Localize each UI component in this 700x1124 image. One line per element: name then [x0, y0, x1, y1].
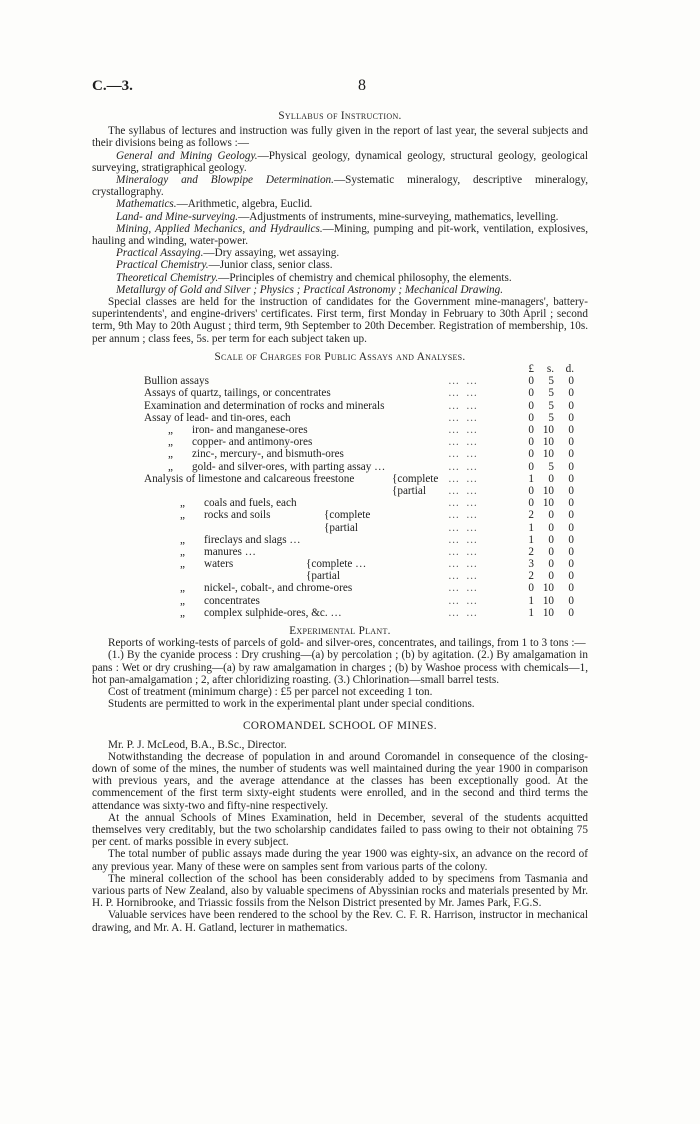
charge-amount: 5	[548, 387, 554, 400]
syllabus-item-name: Mineralogy and Blowpipe Determination.	[116, 174, 334, 187]
charge-amount: 0	[528, 387, 534, 400]
syllabus-item-name: General and Mining Geology.	[116, 149, 258, 162]
coromandel-title: COROMANDEL SCHOOL OF MINES.	[243, 720, 437, 733]
charge-amount: 0	[568, 570, 574, 583]
charge-row	[92, 509, 588, 521]
charge-amount: 0	[568, 411, 574, 424]
charge-row	[92, 375, 588, 387]
charge-label: Assays of quartz, tailings, or concentrates	[144, 387, 331, 400]
syllabus-item	[92, 150, 588, 174]
charge-row	[92, 485, 588, 497]
syllabus-item-text: —Mining, pumping and pit-work, ventilation, explosives, hauling and winding, water-power.	[92, 222, 589, 248]
charge-amount: 0	[548, 521, 554, 534]
charge-amount: 5	[548, 411, 554, 424]
ditto-mark: „	[180, 497, 185, 510]
charge-label: iron- and manganese-ores	[192, 424, 308, 436]
charge-amount: 10	[542, 484, 554, 497]
charge-row	[92, 400, 588, 412]
charge-label: Analysis of limestone and calcareous freestone	[144, 472, 355, 485]
charge-amount: 0	[568, 606, 574, 619]
charge-label: nickel-, cobalt-, and chrome-ores	[204, 582, 353, 595]
leader-dots: … …	[448, 399, 480, 412]
charge-label: coals and fuels, each	[204, 497, 297, 510]
syllabus-title: Syllabus of Instruction.	[278, 110, 402, 122]
ditto-mark: „	[168, 460, 173, 473]
syllabus-item-name: Theoretical Chemistry.	[116, 271, 219, 284]
charge-amount: 10	[542, 436, 554, 449]
charge-amount: 1	[528, 594, 534, 607]
plant-processes: (1.) By the cyanide process : Dry crushing—(a) by percolation ; (b) by agitation. (2.) By amalgamation in pans : Wet or dry crushing—(a) by raw amalgamation in charges ; (b) by Washoe process with chemicals—1, hot pan-amalgamation ; 2, after chloridizing roasting. (3.) Chlorination—small barrel tests.	[92, 649, 588, 686]
syllabus-intro: The syllabus of lectures and instruction was fully given in the report of last year, the several subjects and their divisions being as follows :—	[92, 125, 588, 150]
charge-label: gold- and silver-ores, with parting assay …	[192, 460, 386, 473]
leader-dots: … …	[448, 497, 480, 510]
plant-title: Experimental Plant.	[289, 625, 391, 637]
charge-amount: 10	[542, 448, 554, 461]
leader-dots: … …	[448, 570, 480, 583]
syllabus-item	[92, 259, 588, 271]
charge-amount: 0	[548, 570, 554, 583]
coromandel-paragraph: Valuable services have been rendered to the school by the Rev. C. F. R. Harrison, instructor in mechanical drawing, and Mr. A. H. Gatland, lecturer in mathematics.	[92, 909, 588, 934]
charge-row	[92, 595, 588, 607]
charge-amount: 0	[568, 484, 574, 497]
syllabus-item-text: —Adjustments of instruments, mine-surveying, mathematics, levelling.	[238, 210, 559, 223]
charge-row	[92, 448, 588, 460]
charge-row	[92, 436, 588, 448]
charge-amount: 3	[528, 558, 534, 571]
charge-amount: 0	[568, 594, 574, 607]
coromandel-paragraph: Notwithstanding the decrease of population in and around Coromandel in consequence of the closing-down of some of the mines, the number of students was well maintained during the year 1900 in comparison with previous years, and the average attendance at the classes has been exceptionally good. At the commencement of the first term sixty-eight students were enrolled, and in the second and third terms the attendance was sixty-two and fifty-nine respectively.	[92, 750, 588, 812]
charge-label: Examination and determination of rocks and minerals	[144, 399, 385, 412]
charge-amount: 10	[542, 606, 554, 619]
currency-header	[92, 363, 588, 375]
charge-amount: 10	[542, 424, 554, 436]
coromandel-paragraph: The mineral collection of the school has been considerably added to by specimens from Tasmania and various parts of New Zealand, also by valuable specimens of Abyssinian rocks and materials presented by Mr. H. P. Hornibrooke, and Triassic fossils from the Nelson District presented by Mr. James Park, F.G.S.	[92, 872, 588, 910]
charge-row	[92, 424, 588, 436]
charge-amount: 0	[568, 448, 574, 461]
charge-label: fireclays and slags …	[204, 533, 301, 546]
ditto-mark: „	[180, 594, 185, 607]
charge-row	[92, 412, 588, 424]
coromandel-paragraph: The total number of public assays made during the year 1900 was eighty-six, an advance on the record of any previous year. Many of these were on samples sent from various parts of the colony.	[92, 848, 588, 873]
charge-row	[92, 461, 588, 473]
charge-amount: 0	[568, 582, 574, 595]
charge-amount: 0	[528, 484, 534, 497]
syllabus-item-name: Practical Assaying.	[116, 247, 204, 260]
plant-intro: Reports of working-tests of parcels of gold- and silver-ores, concentrates, and tailings, from 1 to 3 tons :—	[108, 637, 586, 650]
charge-amount: 0	[528, 582, 534, 595]
leader-dots: … …	[448, 594, 480, 607]
charge-amount: 1	[528, 533, 534, 546]
syllabus-item	[92, 247, 588, 259]
charge-label: concentrates	[204, 594, 260, 607]
charge-sublabel: {complete	[324, 509, 371, 522]
coromandel-paragraphs	[92, 751, 588, 934]
ditto-mark: „	[168, 424, 173, 436]
leader-dots: … …	[448, 411, 480, 424]
charge-row	[92, 522, 588, 534]
charge-amount: 2	[528, 509, 534, 522]
syllabus-item-text: —Arithmetic, algebra, Euclid.	[176, 198, 313, 211]
leader-dots: … …	[448, 484, 480, 497]
syllabus-item	[92, 223, 588, 247]
currency-unit: s.	[546, 363, 554, 376]
syllabus-item	[92, 272, 588, 284]
leader-dots: … …	[448, 436, 480, 449]
charges-title: Scale of Charges for Public Assays and Analyses.	[214, 350, 466, 363]
syllabus-item-text: —Systematic mineralogy, descriptive mineralogy, crystallography.	[92, 174, 588, 199]
charge-row	[92, 473, 588, 485]
syllabus-item-text: —Junior class, senior class.	[208, 259, 333, 272]
charge-amount: 1	[528, 606, 534, 619]
charge-row	[92, 546, 588, 558]
charges-table	[92, 363, 588, 619]
ditto-mark: „	[180, 533, 185, 546]
charge-amount: 2	[528, 545, 534, 558]
ditto-mark: „	[168, 448, 173, 461]
charge-amount: 0	[528, 436, 534, 449]
charge-sublabel: {partial	[392, 484, 426, 497]
charge-amount: 0	[568, 387, 574, 400]
ditto-mark: „	[180, 606, 185, 619]
charge-amount: 0	[568, 558, 574, 571]
charge-sublabel: {complete …	[306, 558, 367, 571]
charge-amount: 0	[568, 521, 574, 534]
special-classes: Special classes are held for the instruction of candidates for the Government mine-managers', battery-superintendents', and engine-drivers' certificates. First term, first Monday in February to 30th April ; second term, 9th May to 20th August ; third term, 9th September to 20th December. Registration of membership, 10s. per annum ; class fees, 5s. per term for each subject taken up.	[92, 296, 588, 345]
leader-dots: … …	[448, 387, 480, 400]
syllabus-item-text: —Dry assaying, wet assaying.	[203, 247, 340, 260]
charge-amount: 0	[528, 424, 534, 436]
ditto-mark: „	[180, 582, 185, 595]
charge-label: Assay of lead- and tin-ores, each	[144, 411, 291, 424]
charge-amount: 0	[548, 509, 554, 522]
charge-row	[92, 607, 588, 619]
leader-dots: … …	[448, 545, 480, 558]
charge-amount: 0	[548, 545, 554, 558]
page-header	[92, 77, 588, 98]
plant-cost: Cost of treatment (minimum charge) : £5 per parcel not exceeding 1 ton.	[108, 686, 433, 699]
charge-amount: 0	[528, 375, 534, 388]
charge-amount: 0	[528, 411, 534, 424]
charge-amount: 0	[568, 472, 574, 485]
charge-amount: 0	[568, 424, 574, 436]
syllabus-section	[92, 110, 588, 934]
charge-amount: 5	[548, 460, 554, 473]
syllabus-item-text: —Physical geology, dynamical geology, structural geology, geological surveying, stratigraphical geology.	[92, 149, 588, 174]
charge-amount: 5	[548, 399, 554, 412]
charge-amount: 0	[528, 497, 534, 510]
charge-amount: 0	[548, 558, 554, 571]
coromandel-paragraph: At the annual Schools of Mines Examination, held in December, several of the students acquitted themselves very creditably, but the two scholarship candidates failed to pass owing to their not obtaining 75 per cent. of marks possible in every subject.	[92, 811, 588, 849]
plant-conditions: Students are permitted to work in the experimental plant under special conditions.	[108, 698, 475, 711]
report-reference: C.—3.	[92, 78, 133, 94]
charge-amount: 1	[528, 521, 534, 534]
charge-amount: 1	[528, 472, 534, 485]
charge-row	[92, 534, 588, 546]
charge-label: rocks and soils	[204, 509, 271, 522]
leader-dots: … …	[448, 448, 480, 461]
charge-sublabel: {partial	[306, 570, 340, 583]
charge-amount: 10	[542, 594, 554, 607]
charge-row	[92, 558, 588, 570]
charge-sublabel: {complete	[392, 472, 439, 485]
currency-unit: £	[528, 363, 534, 376]
charge-label: waters	[204, 558, 234, 571]
currency-unit: d.	[565, 363, 574, 376]
charge-label: complex sulphide-ores, &c. …	[204, 606, 342, 619]
charge-label: zinc-, mercury-, and bismuth-ores	[192, 448, 344, 461]
charge-row	[92, 570, 588, 582]
ditto-mark: „	[168, 436, 173, 449]
charge-amount: 5	[548, 375, 554, 388]
charge-label: Bullion assays	[144, 375, 209, 388]
charge-row	[92, 497, 588, 509]
ditto-mark: „	[180, 545, 185, 558]
syllabus-item	[92, 198, 588, 210]
charge-amount: 10	[542, 497, 554, 510]
syllabus-item-name: Metallurgy of Gold and Silver ; Physics ; Practical Astronomy ; Mechanical Drawing.	[116, 283, 504, 296]
syllabus-item	[92, 211, 588, 223]
charge-amount: 0	[568, 533, 574, 546]
syllabus-item-name: Land- and Mine-surveying.	[116, 210, 239, 223]
syllabus-item-name: Practical Chemistry.	[116, 259, 209, 272]
leader-dots: … …	[448, 375, 480, 388]
charge-amount: 0	[548, 472, 554, 485]
syllabus-item	[92, 284, 588, 296]
leader-dots: … …	[448, 509, 480, 522]
leader-dots: … …	[448, 582, 480, 595]
ditto-mark: „	[180, 558, 185, 571]
charge-amount: 0	[568, 545, 574, 558]
charge-amount: 10	[542, 582, 554, 595]
charge-amount: 0	[548, 533, 554, 546]
charge-amount: 0	[528, 399, 534, 412]
syllabus-item	[92, 174, 588, 198]
syllabus-item-text: —Principles of chemistry and chemical philosophy, the elements.	[218, 271, 512, 284]
charge-amount: 0	[528, 460, 534, 473]
charge-amount: 0	[568, 509, 574, 522]
charge-label: manures …	[204, 545, 256, 558]
charge-row	[92, 582, 588, 594]
leader-dots: … …	[448, 472, 480, 485]
leader-dots: … …	[448, 521, 480, 534]
charge-amount: 2	[528, 570, 534, 583]
leader-dots: … …	[448, 558, 480, 571]
leader-dots: … …	[448, 424, 480, 436]
page-number: 8	[358, 77, 366, 94]
director-line: Mr. P. J. McLeod, B.A., B.Sc., Director.	[108, 738, 287, 751]
charge-amount: 0	[568, 399, 574, 412]
leader-dots: … …	[448, 606, 480, 619]
charge-amount: 0	[568, 460, 574, 473]
charge-amount: 0	[568, 497, 574, 510]
ditto-mark: „	[180, 509, 185, 522]
leader-dots: … …	[448, 460, 480, 473]
syllabus-item-name: Mining, Applied Mechanics, and Hydraulics.	[116, 222, 323, 235]
syllabus-items	[92, 150, 588, 296]
charge-amount: 0	[568, 375, 574, 388]
charge-label: copper- and antimony-ores	[192, 436, 313, 449]
charge-sublabel: {partial	[324, 521, 358, 534]
charge-row	[92, 387, 588, 399]
syllabus-item-name: Mathematics.	[116, 198, 177, 211]
leader-dots: … …	[448, 533, 480, 546]
charge-amount: 0	[528, 448, 534, 461]
charge-amount: 0	[568, 436, 574, 449]
